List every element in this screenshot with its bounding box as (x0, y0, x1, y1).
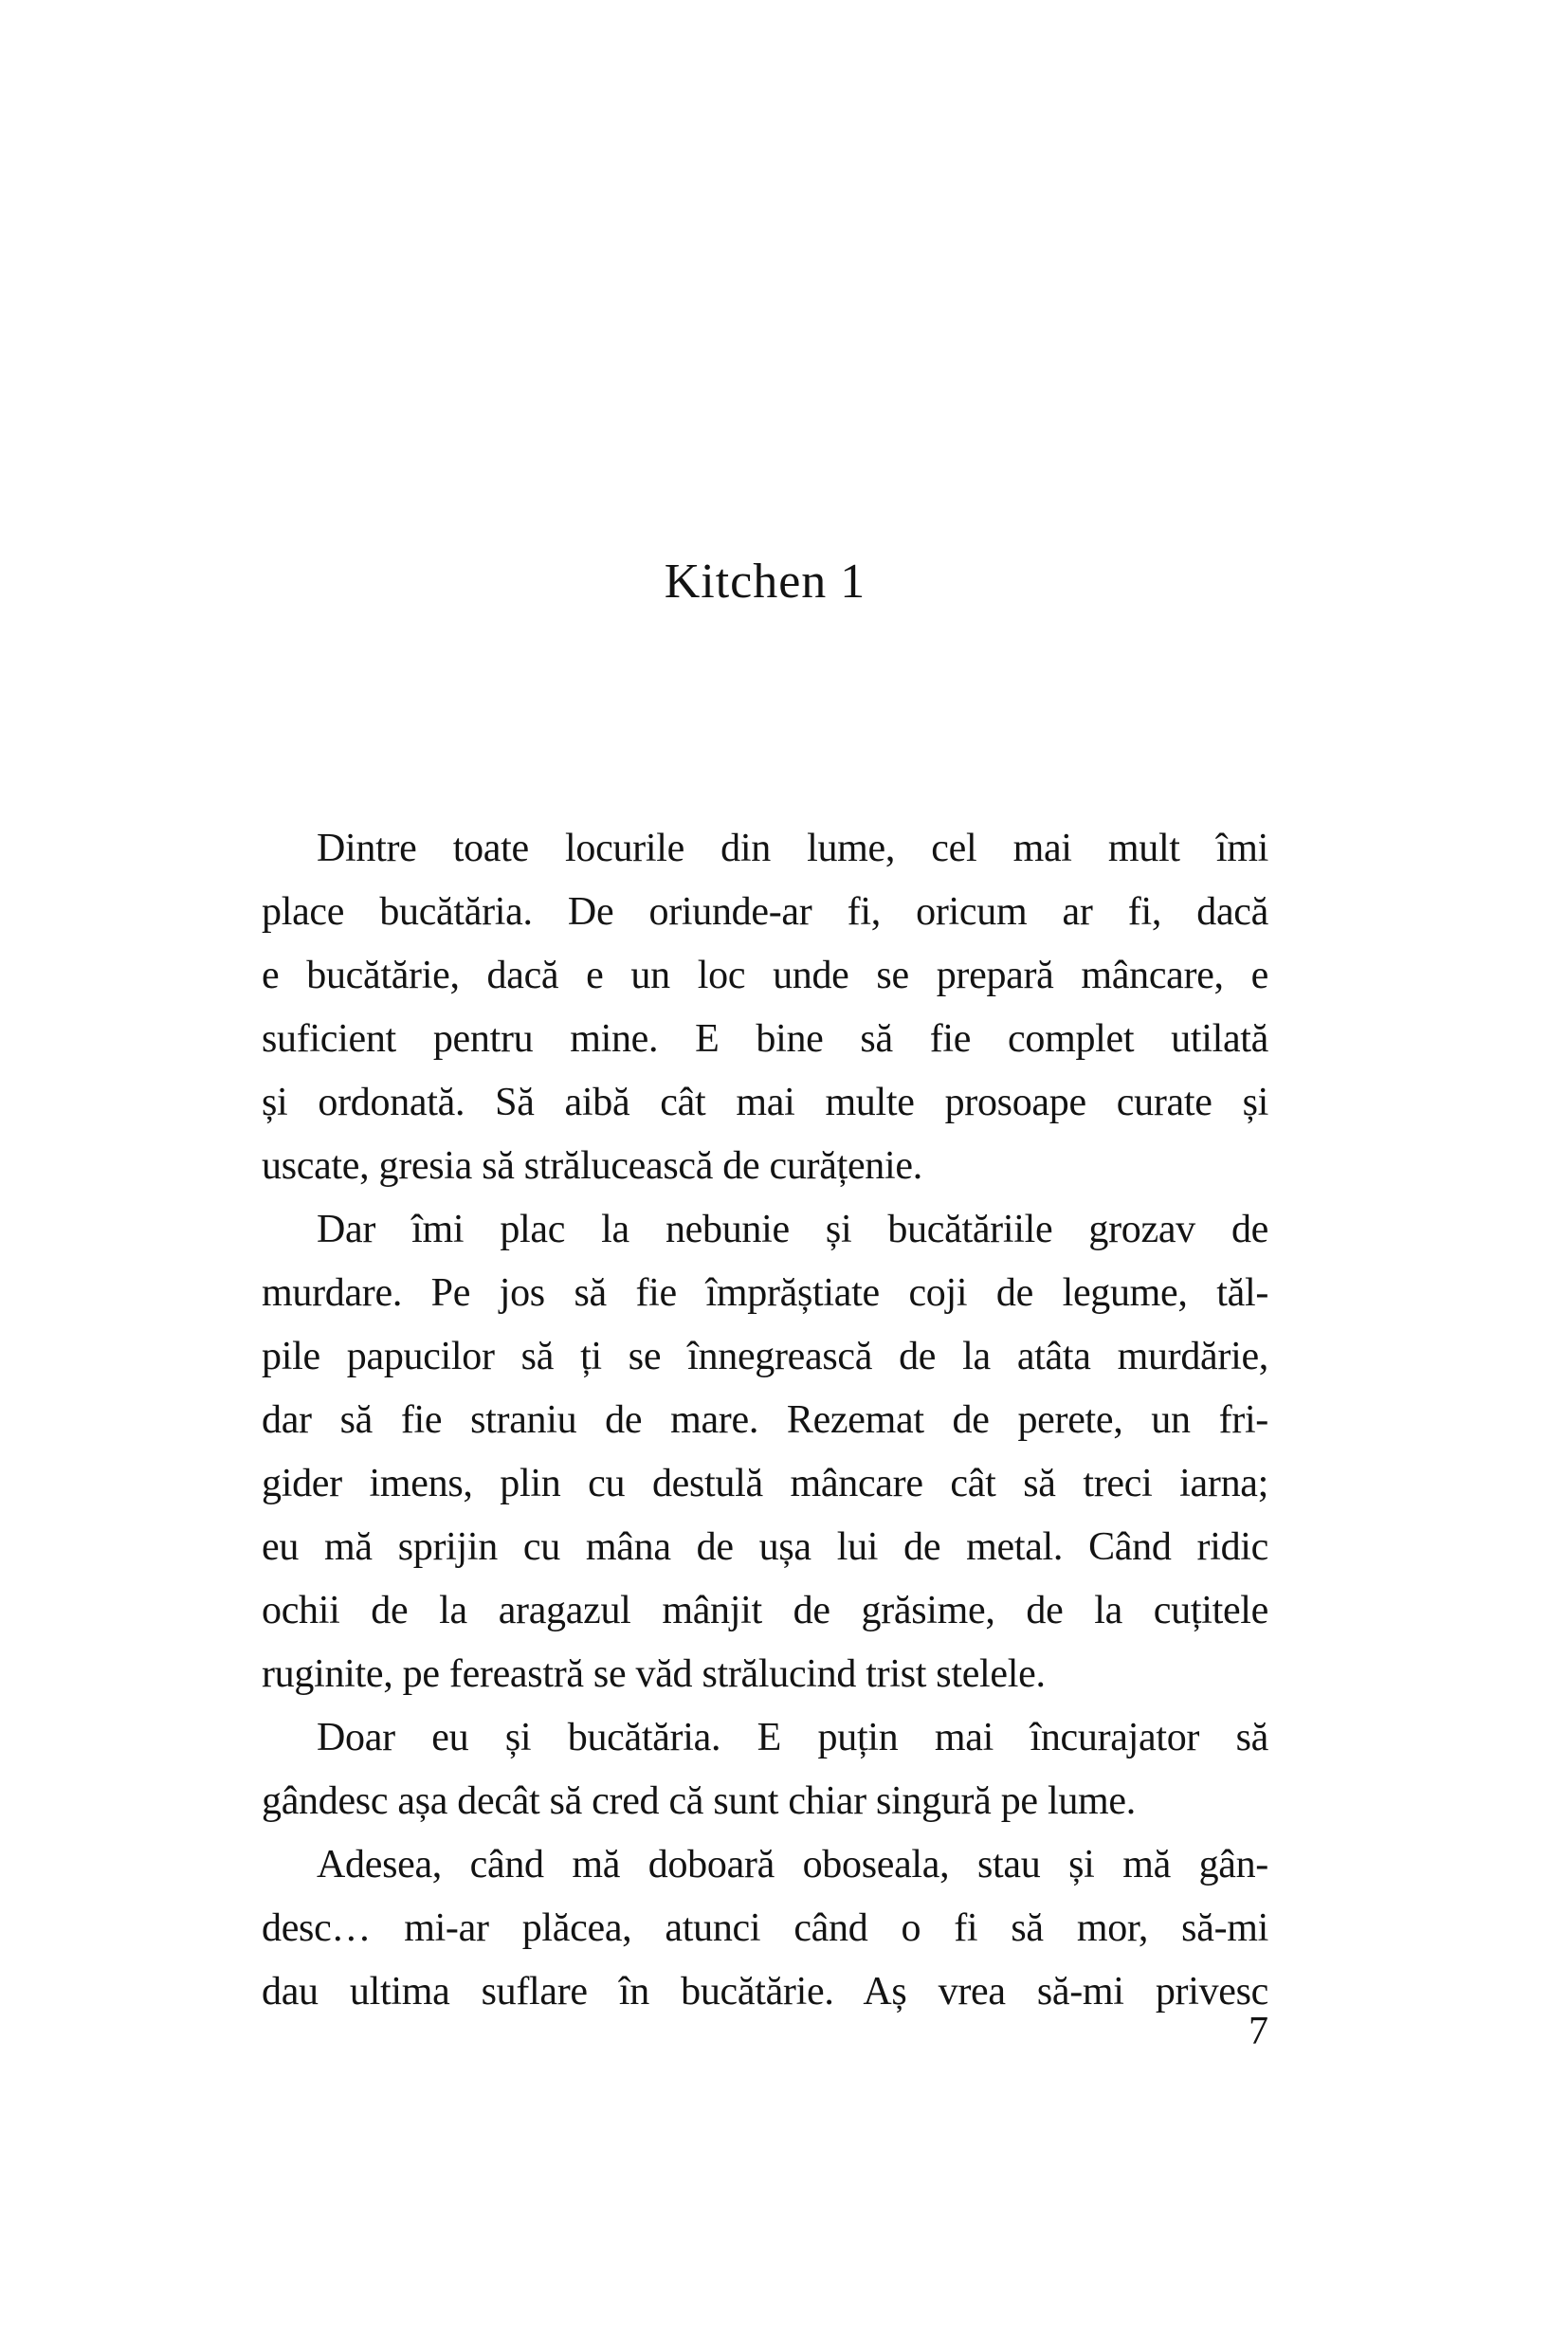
text-line: Dar îmi plac la nebunie și bucătăriile grozav de (317, 1208, 1268, 1251)
text-line: dau ultima suflare în bucătărie. Aș vrea să-mi privesc (262, 1970, 1268, 2014)
text-line: gândesc așa decât să cred că sunt chiar singură pe lume. (262, 1779, 1136, 1823)
text-line: dar să fie straniu de mare. Rezemat de perete, un fri- (262, 1398, 1268, 1442)
text-line: gider imens, plin cu destulă mâncare cât să treci iarna; (262, 1462, 1268, 1505)
paragraph (262, 1833, 1268, 2024)
text-line: Dintre toate locurile din lume, cel mai mult îmi (317, 827, 1268, 870)
text-line: ochii de la aragazul mânjit de grăsime, de la cuțitele (262, 1589, 1268, 1632)
text-line: Adesea, când mă doboară oboseala, stau și mă gân- (317, 1843, 1268, 1886)
text-line: uscate, gresia să strălucească de curățenie. (262, 1144, 922, 1188)
text-line: murdare. Pe jos să fie împrăștiate coji de legume, tăl- (262, 1271, 1268, 1315)
text-line: eu mă sprijin cu mâna de ușa lui de metal. Când ridic (262, 1525, 1268, 1569)
text-line: desc… mi-ar plăcea, atunci când o fi să mor, să-mi (262, 1906, 1268, 1950)
text-line: pile papucilor să ți se înnegrească de la atâta murdărie, (262, 1335, 1268, 1378)
text-line: e bucătărie, dacă e un loc unde se prepară mâncare, e (262, 954, 1268, 997)
text-block (262, 817, 1268, 2024)
text-line: suficient pentru mine. E bine să fie complet utilată (262, 1017, 1268, 1061)
page-number: 7 (1249, 2010, 1268, 2053)
paragraph (262, 1198, 1268, 1706)
text-line: ruginite, pe fereastră se văd strălucind trist stelele. (262, 1652, 1046, 1696)
text-line: Doar eu și bucătăria. E puțin mai încurajator să (317, 1716, 1268, 1759)
text-line: și ordonată. Să aibă cât mai multe prosoape curate și (262, 1081, 1268, 1124)
text-line: place bucătăria. De oriunde-ar fi, oricum ar fi, dacă (262, 890, 1268, 934)
chapter-title: Kitchen 1 (664, 555, 866, 609)
paragraph (262, 1706, 1268, 1833)
paragraph (262, 817, 1268, 1198)
